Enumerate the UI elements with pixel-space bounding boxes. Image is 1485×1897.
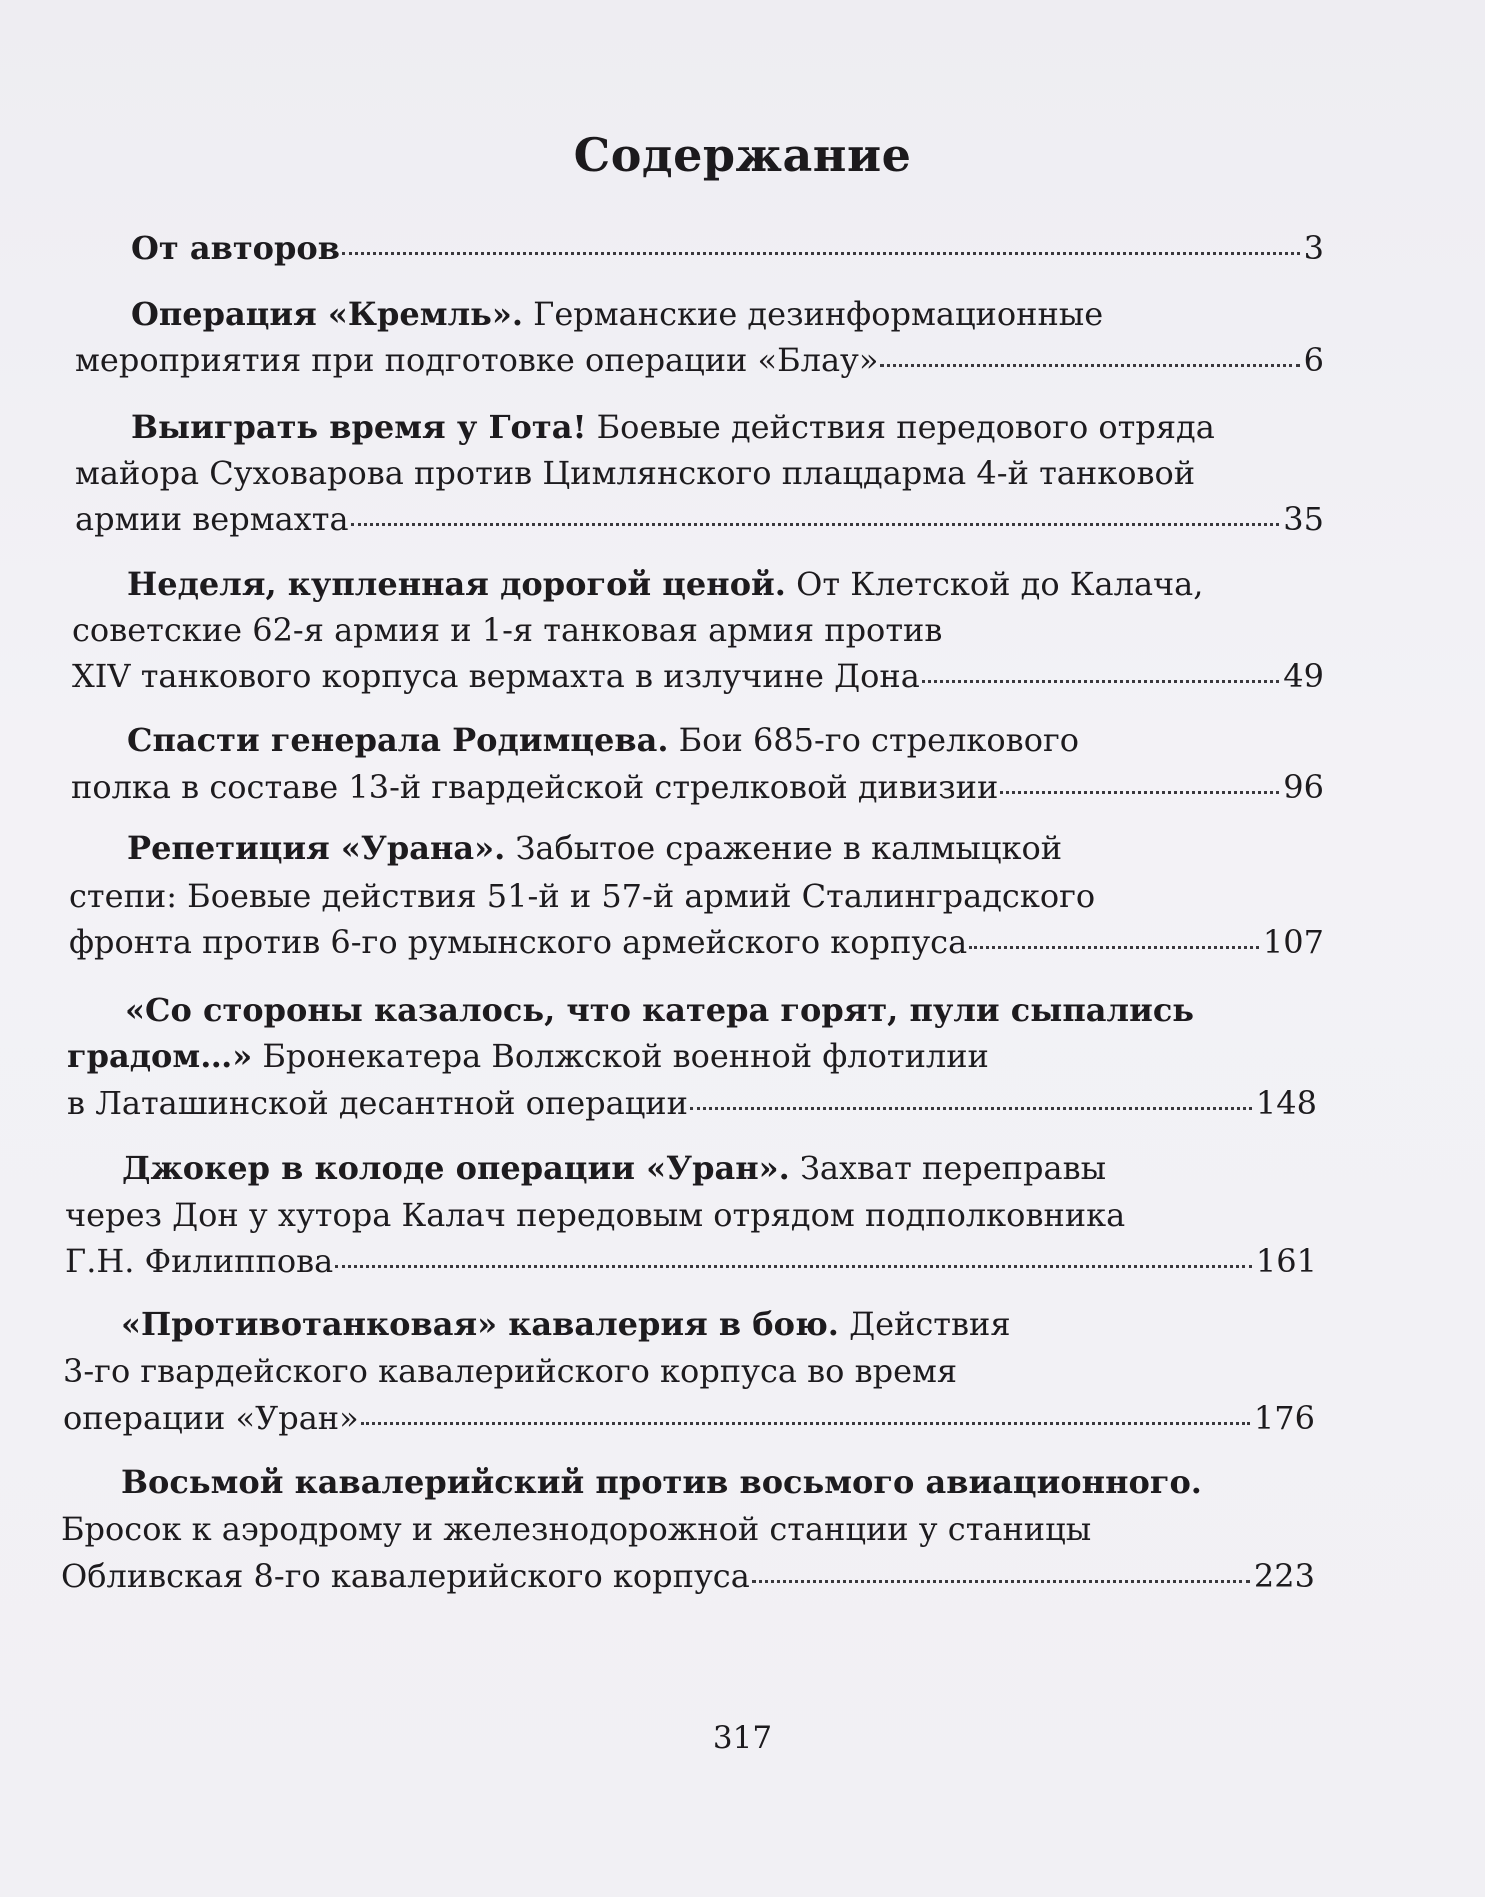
toc-entry-line <box>75 499 1324 539</box>
toc-entry-line <box>75 453 1195 493</box>
toc-entry-bold-title: Восьмой кавалерийский против восьмого авиационного. <box>121 1463 1202 1501</box>
toc-entry-line <box>127 564 1203 604</box>
toc-entry-line <box>63 1351 957 1391</box>
dot-leader <box>361 1422 1250 1425</box>
toc-page-number: 161 <box>1255 1242 1317 1280</box>
dot-leader <box>922 680 1280 683</box>
toc-page-number: 107 <box>1262 923 1324 961</box>
toc-entry-line <box>61 1556 1315 1596</box>
toc-entry-line <box>131 228 1324 268</box>
toc-entry-line <box>121 1462 1202 1502</box>
toc-entry-line <box>121 1304 1011 1344</box>
dot-leader <box>690 1107 1252 1110</box>
toc-entry-text: в Латашинской десантной операции <box>67 1084 688 1122</box>
toc-entry-line <box>61 1509 1091 1549</box>
toc-entry-line <box>72 656 1324 696</box>
dot-leader <box>351 523 1280 526</box>
toc-entry-text: Захват переправы <box>789 1149 1107 1187</box>
toc-entry-text: Бросок к аэродрому и железнодорожной станции у станицы <box>61 1510 1092 1548</box>
toc-entry-bold-title: Джокер в колоде операции «Уран». <box>122 1149 790 1187</box>
toc-entry-text: степи: Боевые действия 51-й и 57-й армий Сталинградского <box>69 877 1096 915</box>
toc-entry-line <box>72 610 942 650</box>
toc-entry-bold-title: градом…» <box>67 1037 253 1075</box>
dot-leader <box>1000 791 1279 794</box>
toc-entry-bold-title: От авторов <box>131 229 340 267</box>
toc-entry-text: 3-го гвардейского кавалерийского корпуса во время <box>63 1352 958 1390</box>
toc-entry-text: мероприятия при подготовке операции «Блау» <box>75 341 879 379</box>
toc-entry-bold-title: Выиграть время у Гота! <box>131 408 587 446</box>
toc-entry-text: XIV танкового корпуса вермахта в излучине Дона <box>72 657 920 695</box>
toc-entry-bold-title: Операция «Кремль». <box>131 295 523 333</box>
toc-page-number: 3 <box>1303 229 1324 267</box>
toc-entry-line <box>67 1036 989 1076</box>
toc-page-number: 223 <box>1253 1557 1315 1595</box>
toc-page-number: 6 <box>1303 341 1324 379</box>
toc-entry-text: Забытое сражение в калмыцкой <box>505 829 1063 867</box>
toc-entry-bold-title: Неделя, купленная дорогой ценой. <box>127 565 786 603</box>
toc-entry-line <box>69 876 1095 916</box>
toc-entry-bold-title: «Со стороны казалось, что катера горят, пули сыпались <box>125 991 1195 1029</box>
toc-entry-line <box>65 1195 1125 1235</box>
toc-entry-text: Бои 685-го стрелкового <box>668 721 1079 759</box>
toc-entry-line <box>67 1083 1317 1123</box>
toc-entry-bold-title: Спасти генерала Родимцева. <box>127 721 669 759</box>
toc-entry-text: армии вермахта <box>75 500 349 538</box>
toc-entry-text: Германские дезинформационные <box>522 295 1104 333</box>
toc-page-number: 148 <box>1255 1084 1317 1122</box>
page-number-footer: 317 <box>712 1720 773 1756</box>
toc-page-number: 35 <box>1283 500 1324 538</box>
toc-entry-line <box>65 1241 1317 1281</box>
toc-entry-line <box>122 1148 1106 1188</box>
toc-entry-text: Боевые действия передового отряда <box>586 408 1215 446</box>
toc-entry-line <box>63 1398 1315 1438</box>
toc-entry-line <box>125 990 1194 1030</box>
page-title: Содержание <box>573 128 912 182</box>
toc-entry-text: майора Суховарова против Цимлянского плацдарма 4-й танковой <box>75 454 1196 492</box>
toc-page-number: 49 <box>1283 657 1324 695</box>
toc-entry-text: полка в составе 13-й гвардейской стрелковой дивизии <box>71 768 999 806</box>
dot-leader <box>880 364 1299 367</box>
toc-page-number: 96 <box>1283 768 1324 806</box>
toc-entry-line <box>127 720 1079 760</box>
toc-entry-text: через Дон у хутора Калач передовым отрядом подполковника <box>65 1196 1126 1234</box>
toc-entry-bold-title: «Противотанковая» кавалерия в бою. <box>121 1305 839 1343</box>
toc-entry-line <box>69 922 1324 962</box>
toc-entry-bold-title: Репетиция «Урана». <box>127 829 506 867</box>
toc-entry-line <box>131 294 1103 334</box>
dot-leader <box>342 252 1300 255</box>
toc-entry-line <box>75 340 1324 380</box>
toc-entry-line <box>71 767 1324 807</box>
toc-entry-text: Действия <box>838 1305 1011 1343</box>
toc-entry-text: советские 62-я армия и 1-я танковая армия против <box>72 611 943 649</box>
dot-leader <box>335 1265 1252 1268</box>
toc-entry-text: Обливская 8-го кавалерийского корпуса <box>61 1557 750 1595</box>
toc-entry-text: фронта против 6-го румынского армейского корпуса <box>69 923 968 961</box>
toc-entry-line <box>127 828 1062 868</box>
toc-entry-text: От Клетской до Калача, <box>785 565 1204 603</box>
dot-leader <box>969 946 1259 949</box>
toc-entry-line <box>131 407 1215 447</box>
toc-page-number: 176 <box>1253 1399 1315 1437</box>
dot-leader <box>752 1580 1250 1583</box>
toc-entry-text: Г.Н. Филиппова <box>65 1242 334 1280</box>
toc-entry-text: операции «Уран» <box>63 1399 359 1437</box>
toc-entry-text: Бронекатера Волжской военной флотилии <box>252 1037 989 1075</box>
